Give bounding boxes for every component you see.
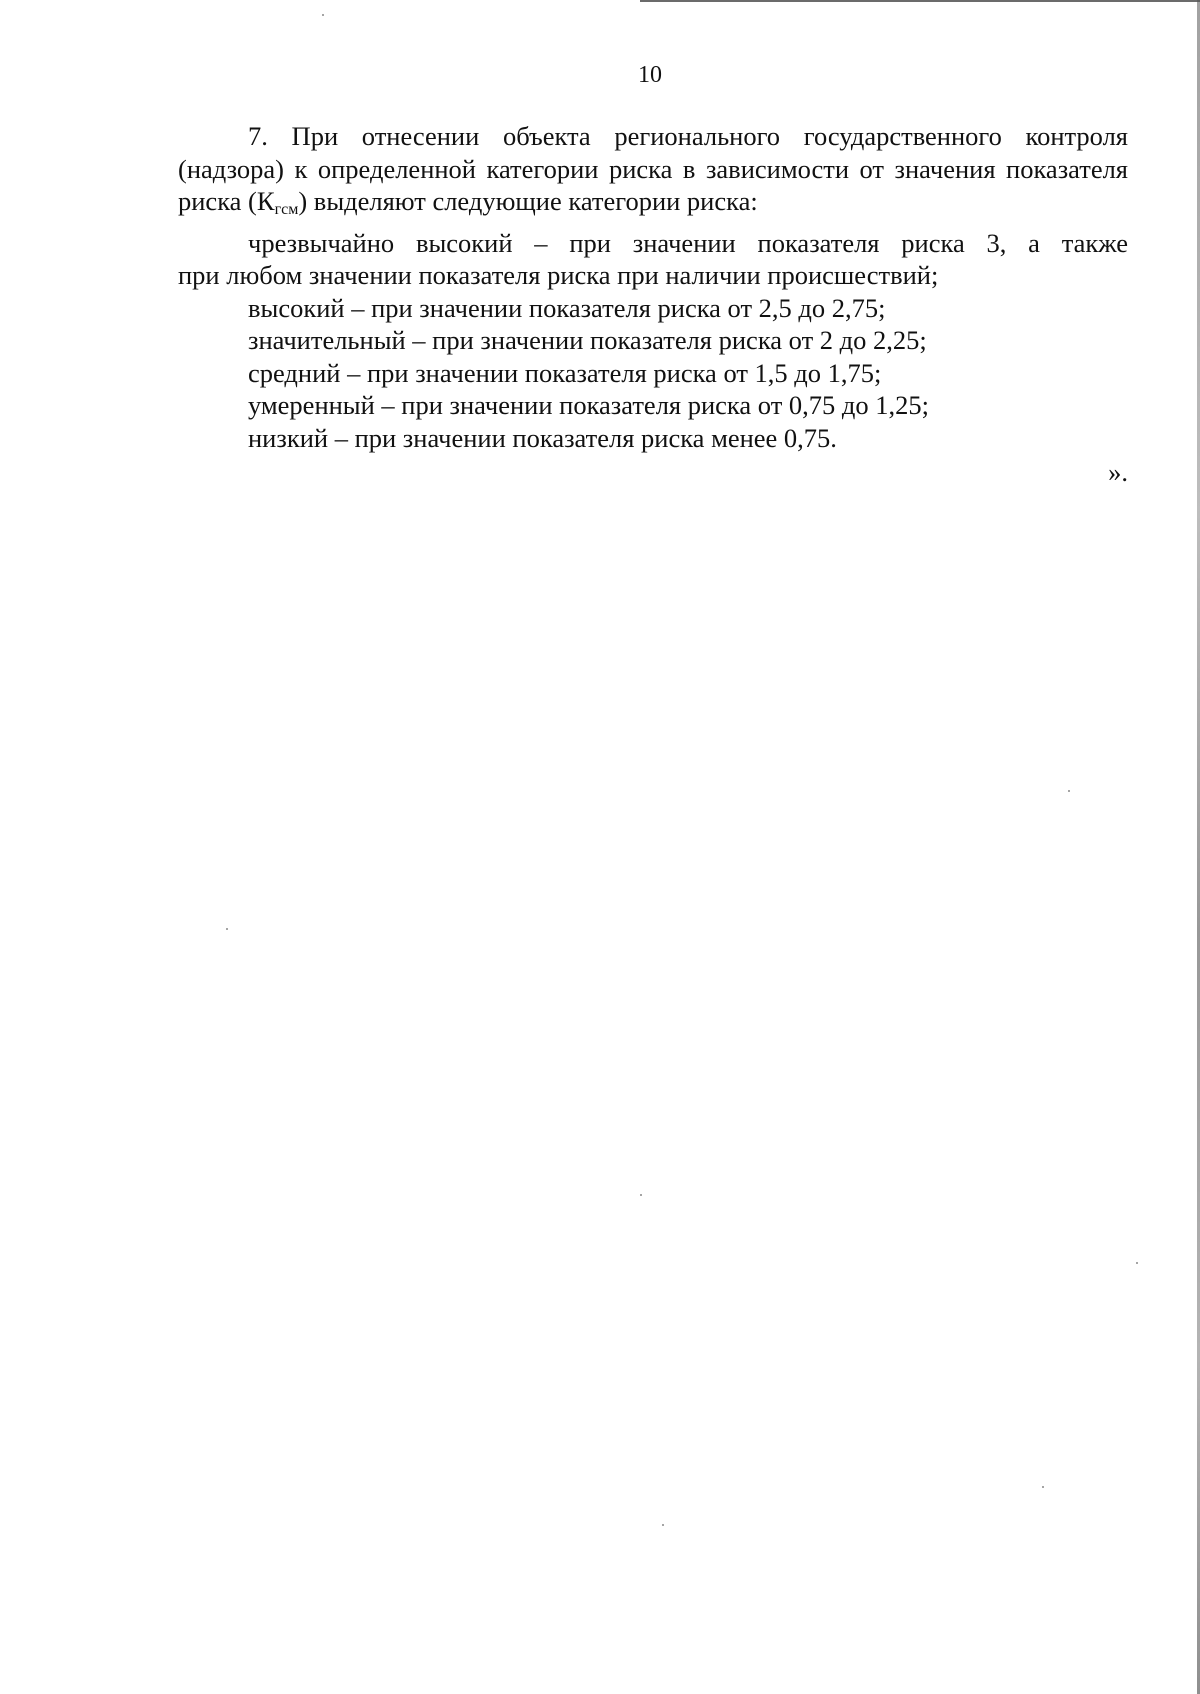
scan-speck	[1136, 1262, 1138, 1264]
scan-speck	[640, 1194, 642, 1196]
intro-text: 7. При отнесении объекта регионального государственного контроля (надзора) к определенной категории риска в зависимости от значения показателя риска (К	[178, 121, 1128, 216]
scan-speck	[1042, 1486, 1044, 1488]
scan-edge-top	[640, 0, 1200, 2]
category-high: высокий – при значении показателя риска от 2,5 до 2,75;	[248, 292, 886, 323]
document-body	[178, 120, 1128, 489]
category-medium: средний – при значении показателя риска от 1,5 до 1,75;	[248, 357, 882, 388]
risk-categories-intro-paragraph	[178, 120, 1128, 227]
scan-speck	[1068, 790, 1070, 792]
category-significant: значительный – при значении показателя риска от 2 до 2,25;	[248, 325, 927, 355]
category-low: низкий – при значении показателя риска менее 0,75.	[248, 422, 837, 453]
category-moderate: умеренный – при значении показателя риска от 0,75 до 1,25;	[248, 390, 929, 420]
scan-speck	[662, 1524, 664, 1526]
category-extremely-high-line1: чрезвычайно высокий – при значении показателя риска 3, а также	[248, 227, 1128, 258]
closing-quote: ».	[1108, 457, 1128, 487]
category-extremely-high-line2: при любом значении показателя риска при наличии происшествий;	[178, 260, 939, 290]
scan-speck	[226, 928, 228, 930]
intro-text-end: ) выделяют следующие категории риска:	[298, 186, 758, 216]
scan-speck	[322, 14, 324, 16]
page-number: 10	[638, 62, 662, 88]
indicator-subscript: гсм	[274, 201, 299, 218]
